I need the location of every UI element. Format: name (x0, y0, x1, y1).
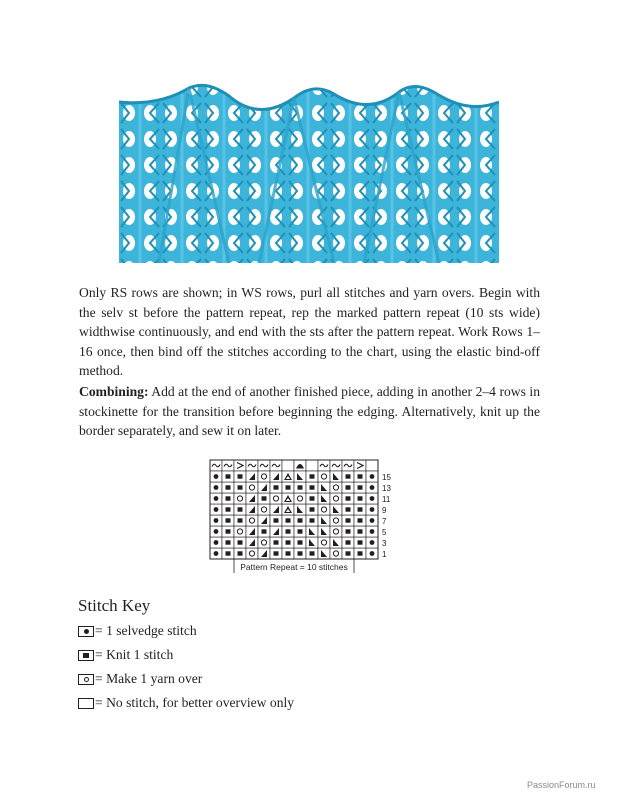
stitch-symbol-sel (370, 518, 375, 523)
stitch-symbol-k (310, 485, 315, 489)
stitch-symbol-k (346, 518, 351, 522)
row-number-label: 7 (382, 517, 387, 526)
stitch-symbol-k (346, 485, 351, 489)
stitch-symbol-k (346, 529, 351, 533)
stitch-symbol-k (346, 507, 351, 511)
stitch-symbol-k (346, 551, 351, 555)
chart-cell (294, 493, 306, 504)
combining-paragraph (79, 382, 540, 441)
stitch-symbol-k (298, 529, 303, 533)
stitch-symbol-k (286, 551, 291, 555)
chart-cell (282, 471, 294, 482)
stitch-symbol-k (238, 485, 243, 489)
bind-off-cell (366, 460, 378, 471)
chart-cell (246, 548, 258, 559)
stitch-symbol-k (346, 496, 351, 500)
stitch-symbol-sel (214, 518, 219, 523)
key-item-selvedge (78, 622, 197, 640)
stitch-symbol-k (238, 540, 243, 544)
chart-cell (282, 504, 294, 515)
stitch-symbol-sel (370, 540, 375, 545)
stitch-symbol-k (358, 529, 363, 533)
stitch-symbol-k (226, 507, 231, 511)
knitting-chart (207, 455, 422, 575)
stitch-symbol-k (274, 518, 279, 522)
chart-cell (330, 515, 342, 526)
bind-off-cell (282, 460, 294, 471)
knit-square-icon (78, 650, 94, 661)
row-number-label: 13 (382, 484, 391, 493)
stitch-symbol-k (358, 507, 363, 511)
key-item-yarn-over (78, 670, 202, 688)
stitch-symbol-k (358, 496, 363, 500)
stitch-symbol-k (310, 496, 315, 500)
stitch-symbol-k (238, 507, 243, 511)
stitch-symbol-k (274, 540, 279, 544)
stitch-symbol-k (226, 540, 231, 544)
stitch-symbol-sel (214, 529, 219, 534)
stitch-symbol-k (226, 485, 231, 489)
stitch-symbol-k (286, 518, 291, 522)
stitch-symbol-k (358, 474, 363, 478)
chart-cell (330, 482, 342, 493)
row-number-label: 5 (382, 528, 387, 537)
chart-cell (258, 504, 270, 515)
key-item-knit (78, 646, 173, 664)
stitch-symbol-k (274, 551, 279, 555)
stitch-symbol-k (310, 518, 315, 522)
chart-cell (318, 504, 330, 515)
key-item-label: = No stitch, for better overview only (95, 695, 295, 710)
stitch-symbol-k (286, 485, 291, 489)
stitch-symbol-sel (370, 474, 375, 479)
stitch-symbol-k (310, 474, 315, 478)
stitch-symbol-sel (370, 485, 375, 490)
stitch-symbol-sel (214, 485, 219, 490)
stitch-symbol-sel (370, 551, 375, 556)
chart-cell (330, 493, 342, 504)
row-number-label: 15 (382, 473, 391, 482)
chart-cell (258, 471, 270, 482)
stitch-symbol-k (298, 518, 303, 522)
empty-box-icon (78, 698, 94, 709)
row-number-label: 3 (382, 539, 387, 548)
stitch-symbol-k (226, 551, 231, 555)
chart-cell (234, 526, 246, 537)
stitch-symbol-k (298, 540, 303, 544)
pattern-repeat-label: Pattern Repeat = 10 stitches (240, 562, 348, 572)
chart-cell (258, 537, 270, 548)
watermark: PassionForum.ru (527, 780, 596, 790)
chart-cell (330, 526, 342, 537)
stitch-symbol-k (262, 529, 267, 533)
stitch-symbol-k (238, 474, 243, 478)
instructions-paragraph: Only RS rows are shown; in WS rows, purl all stitches and yarn overs. Begin with the selv st before the pattern repeat, rep the marked pattern repeat (10 sts wide) widthwise continuously, and end with the sts after the pattern repeat. Work Rows 1–16 once, then bind off the stitches according to the chart, using the elastic bind-off method. (79, 285, 540, 378)
combining-label: Combining: (79, 384, 149, 399)
stitch-symbol-k (346, 474, 351, 478)
row-number-label: 9 (382, 506, 387, 515)
combining-text: Add at the end of another finished piece, adding in another 2–4 rows in stockinette for the transition before beginning the edging. Alternatively, knit up the border separately, and sew it on later. (79, 384, 540, 438)
key-item-label: = Knit 1 stitch (95, 647, 174, 662)
stitch-symbol-sel (370, 496, 375, 501)
chart-cell (270, 493, 282, 504)
stitch-symbol-k (286, 529, 291, 533)
stitch-symbol-k (358, 551, 363, 555)
chart-cell (318, 471, 330, 482)
stitch-symbol-k (262, 496, 267, 500)
stitch-symbol-sel (370, 529, 375, 534)
stitch-symbol-k (358, 518, 363, 522)
chart-cell (246, 515, 258, 526)
stitch-symbol-k (226, 518, 231, 522)
stitch-symbol-k (298, 485, 303, 489)
stitch-symbol-sel (370, 507, 375, 512)
stitch-symbol-k (298, 551, 303, 555)
stitch-symbol-k (238, 518, 243, 522)
stitch-symbol-sel (214, 551, 219, 556)
stitch-symbol-k (238, 551, 243, 555)
key-item-no-stitch (78, 694, 294, 712)
stitch-symbol-k (274, 485, 279, 489)
stitch-symbol-k (310, 551, 315, 555)
row-number-label: 1 (382, 550, 387, 559)
stitch-symbol-k (286, 540, 291, 544)
stitch-symbol-k (310, 507, 315, 511)
stitch-symbol-k (226, 474, 231, 478)
stitch-symbol-sel (214, 507, 219, 512)
stitch-symbol-sel (214, 474, 219, 479)
stitch-key-title: Stitch Key (78, 596, 151, 615)
stitch-symbol-sel (214, 496, 219, 501)
key-item-label: = Make 1 yarn over (95, 671, 203, 686)
knitted-swatch-photo (119, 74, 499, 263)
stitch-symbol-k (226, 529, 231, 533)
chart-cell (234, 493, 246, 504)
chart-cell (246, 482, 258, 493)
stitch-symbol-k (358, 540, 363, 544)
stitch-symbol-k (358, 485, 363, 489)
chart-cell (282, 493, 294, 504)
chart-cell (330, 548, 342, 559)
bind-off-cell (306, 460, 318, 471)
stitch-symbol-k (346, 540, 351, 544)
chart-cell (318, 537, 330, 548)
stitch-symbol-k (226, 496, 231, 500)
selvedge-dot-icon (78, 626, 94, 637)
yarn-over-circle-icon (78, 674, 94, 685)
row-number-label: 11 (382, 495, 391, 504)
key-item-label: = 1 selvedge stitch (95, 623, 197, 638)
stitch-symbol-sel (214, 540, 219, 545)
